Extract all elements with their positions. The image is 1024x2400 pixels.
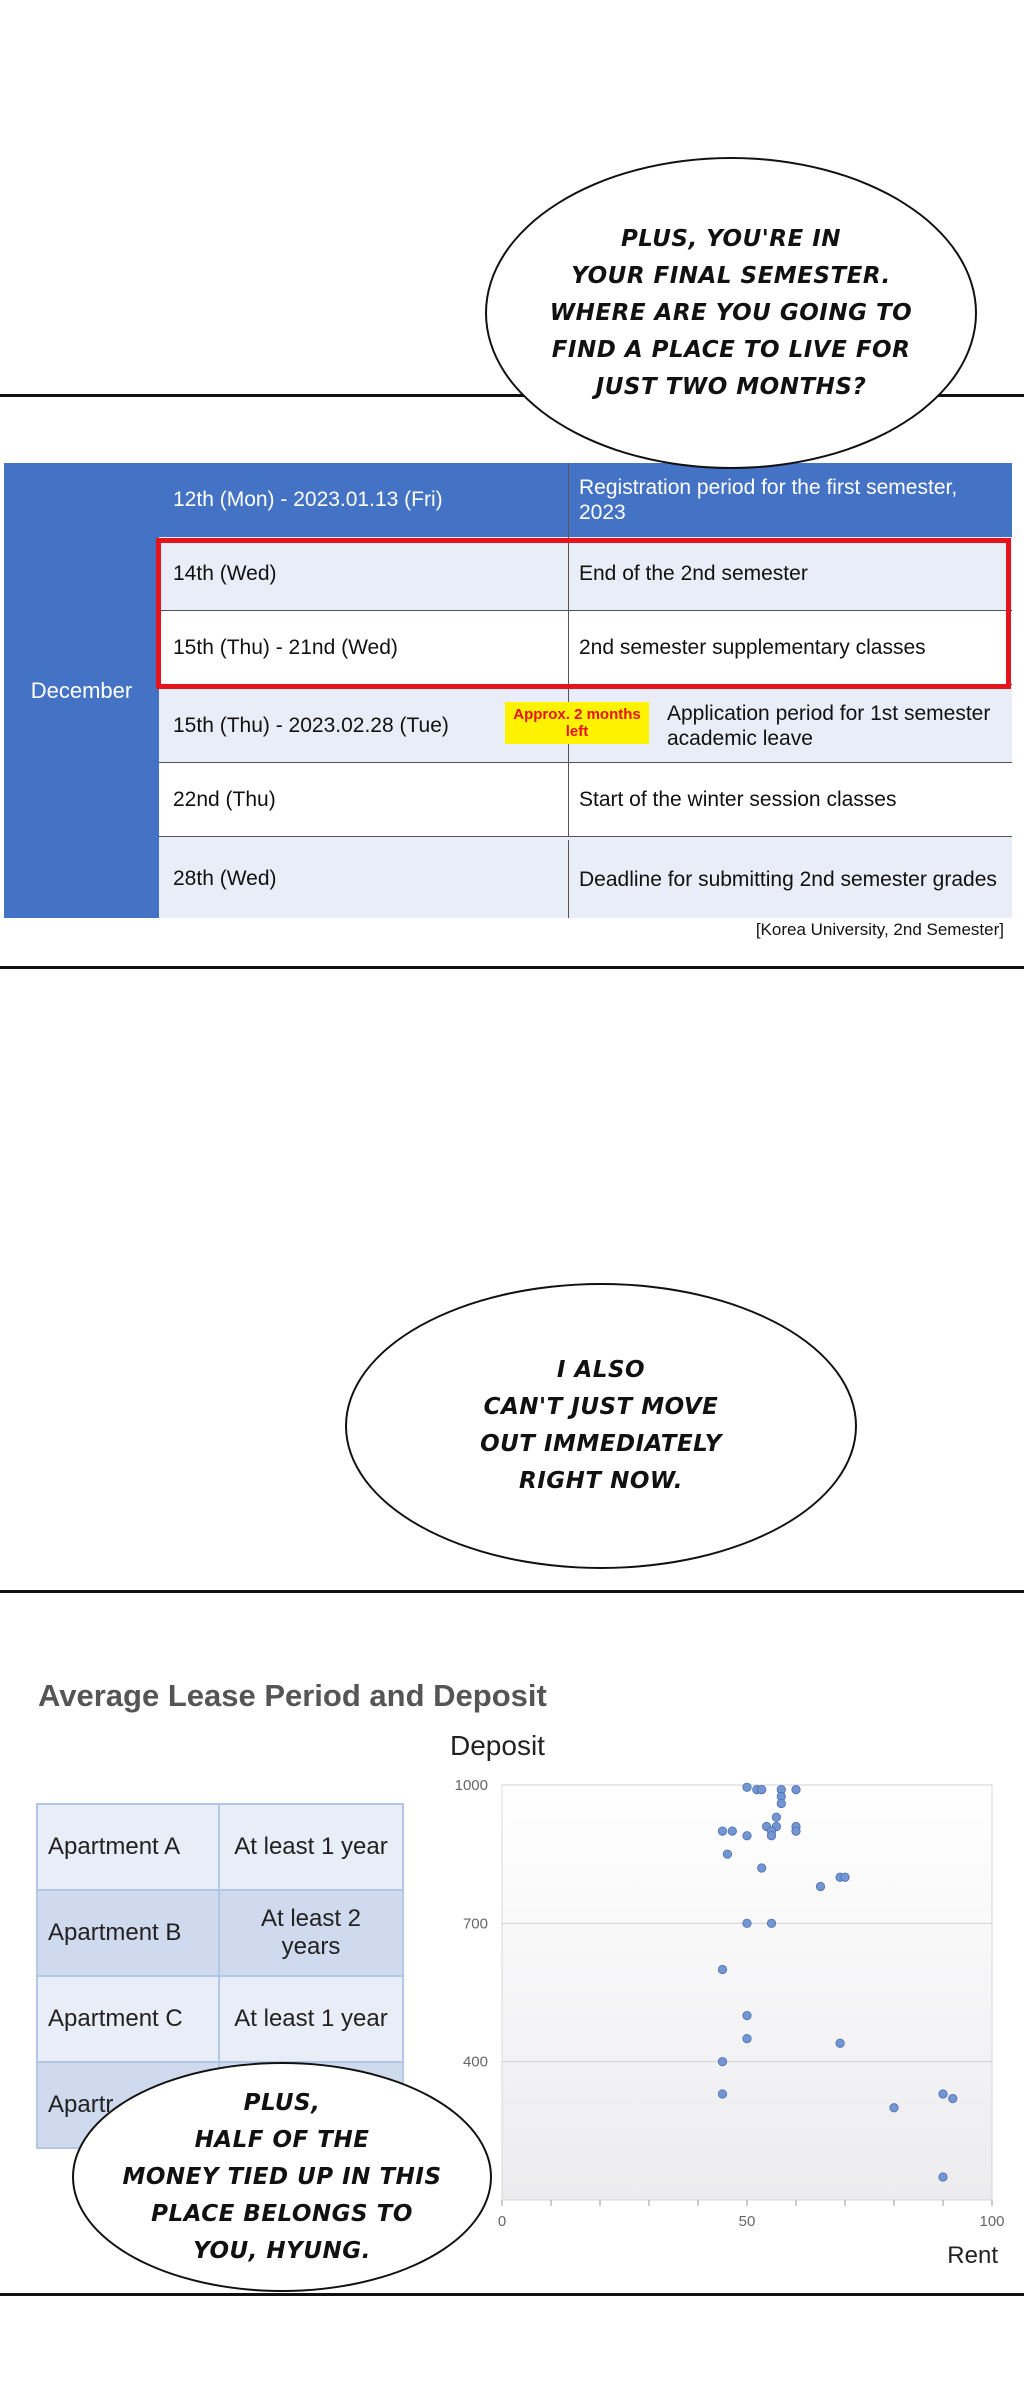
data-point	[743, 1832, 751, 1840]
speech-bubble-text	[480, 1352, 722, 1500]
table-row	[37, 1804, 403, 1890]
apartment-name: Apartr	[37, 2062, 219, 2148]
data-point	[939, 2090, 947, 2098]
calendar-date: 15th (Thu) - 21nd (Wed)	[173, 635, 398, 659]
calendar-event: End of the 2nd semester	[579, 562, 808, 585]
apartment-name: Apartment A	[37, 1804, 219, 1890]
speech-line: MONEY TIED UP IN THIS	[122, 2163, 442, 2190]
y-tick-label: 1000	[454, 1777, 488, 1794]
calendar-row	[159, 763, 1012, 837]
panel-border-4	[0, 2293, 1024, 2296]
lease-period: At least 1 year	[219, 1804, 403, 1890]
speech-line: OUT IMMEDIATELY	[480, 1431, 722, 1457]
calendar-month-cell: December	[4, 463, 159, 918]
highlight-box	[156, 538, 1011, 689]
speech-line: RIGHT NOW.	[518, 1468, 683, 1494]
calendar-event: Registration period for the first semester, 2023	[579, 476, 958, 524]
data-point	[728, 1827, 736, 1835]
speech-bubble-cant-move	[345, 1283, 857, 1569]
speech-line: WHERE ARE YOU GOING TO	[549, 299, 913, 326]
data-point	[758, 1785, 766, 1793]
calendar-date: 28th (Wed)	[173, 867, 277, 890]
data-point	[890, 2104, 898, 2112]
speech-bubble-final-semester	[485, 157, 977, 469]
data-point	[841, 1873, 849, 1881]
speech-line: CAN'T JUST MOVE	[483, 1394, 719, 1420]
speech-line: YOU, HYUNG.	[193, 2237, 371, 2264]
panel-border-2	[0, 966, 1024, 969]
calendar-event: Application period for 1st semester academic leave	[667, 701, 991, 750]
speech-bubble-money-belongs	[72, 2062, 492, 2292]
calendar-row	[159, 463, 1012, 537]
speech-bubble-text	[550, 221, 912, 406]
data-point	[723, 1850, 731, 1858]
panel-border-3	[0, 1590, 1024, 1593]
table-row	[37, 1976, 403, 2062]
calendar-event: 2nd semester supplementary classes	[579, 636, 926, 659]
x-axis-label: Rent	[947, 2242, 998, 2269]
data-point	[777, 1799, 785, 1807]
column-divider	[568, 763, 569, 836]
y-tick-label: 700	[462, 1915, 488, 1933]
y-tick-label: 400	[462, 2053, 488, 2071]
calendar-date: 14th (Wed)	[173, 561, 277, 585]
speech-line: I ALSO	[556, 1357, 646, 1383]
calendar-row	[159, 840, 1012, 918]
apartment-name: Apartment B	[37, 1890, 219, 1976]
speech-line: YOUR FINAL SEMESTER.	[571, 262, 891, 289]
months-left-note: Approx. 2 months left	[505, 702, 649, 744]
data-point	[743, 1919, 751, 1927]
data-point	[772, 1813, 780, 1821]
lease-period: At least 2 years	[219, 1890, 403, 1976]
speech-bubble-text	[122, 2085, 441, 2270]
data-point	[836, 2039, 844, 2047]
calendar-date: 15th (Thu) - 2023.02.28 (Tue)	[173, 713, 449, 737]
data-point	[758, 1864, 766, 1872]
calendar-date: 22nd (Thu)	[173, 787, 276, 811]
data-point	[743, 2034, 751, 2042]
data-point	[767, 1919, 775, 1927]
calendar-event: Start of the winter session classes	[579, 788, 897, 811]
lease-period: At least 1 year	[219, 1976, 403, 2062]
speech-line: PLUS, YOU'RE IN	[620, 225, 842, 252]
data-point	[718, 2090, 726, 2098]
speech-line: PLACE BELONGS TO	[151, 2200, 413, 2227]
deposit-rent-scatter-chart	[440, 1730, 1020, 2270]
column-divider	[568, 463, 569, 537]
data-point	[939, 2173, 947, 2181]
data-point	[792, 1785, 800, 1793]
scatter-plot	[440, 1730, 1020, 2270]
data-point	[743, 2011, 751, 2019]
data-point	[718, 1965, 726, 1973]
table-row	[37, 1890, 403, 1976]
speech-line: HALF OF THE	[194, 2126, 370, 2153]
data-point	[816, 1882, 824, 1890]
data-point	[949, 2094, 957, 2102]
calendar-caption: [Korea University, 2nd Semester]	[755, 920, 1004, 939]
data-point	[792, 1827, 800, 1835]
calendar-event: Deadline for submitting 2nd semester grades	[579, 867, 997, 891]
speech-line: PLUS,	[243, 2089, 321, 2116]
data-point	[718, 1827, 726, 1835]
column-divider	[568, 840, 569, 918]
data-point	[743, 1783, 751, 1791]
data-point	[718, 2057, 726, 2065]
x-tick-label: 0	[497, 2213, 507, 2230]
calendar-date: 12th (Mon) - 2023.01.13 (Fri)	[173, 488, 443, 511]
academic-calendar-table	[4, 463, 1012, 918]
x-tick-label: 100	[979, 2213, 1005, 2230]
apartment-name: Apartment C	[37, 1976, 219, 2062]
speech-line: FIND A PLACE TO LIVE FOR	[551, 336, 911, 363]
x-tick-label: 50	[738, 2213, 756, 2230]
plot-area	[502, 1785, 992, 2200]
speech-line: JUST TWO MONTHS?	[595, 373, 867, 400]
y-axis-label: Deposit	[450, 1730, 545, 1761]
data-point	[767, 1832, 775, 1840]
lease-section-title: Average Lease Period and Deposit	[38, 1678, 547, 1713]
